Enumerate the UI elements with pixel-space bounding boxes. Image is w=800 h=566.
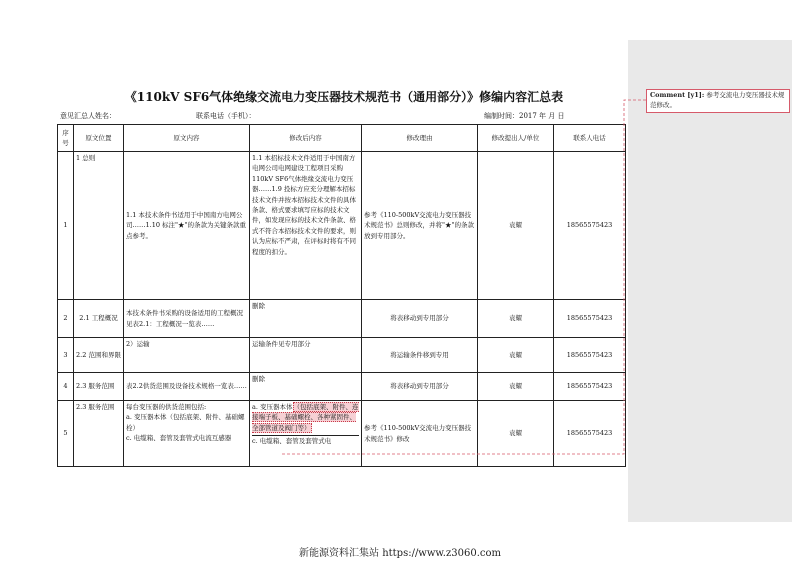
row-reason: 将表移动到专用部分 xyxy=(362,300,478,338)
modified-prefix: a. 变压器本体 xyxy=(252,403,293,411)
header-no: 序号 xyxy=(58,125,74,152)
row-phone: 18565575423 xyxy=(554,401,626,467)
row-no: 4 xyxy=(58,373,74,401)
original-line: 每台变压器的供货范围包括: xyxy=(126,403,207,411)
page-title: 《110kV SF6气体绝缘交流电力变压器技术规范书（通用部分）》修编内容汇总表 xyxy=(124,90,564,104)
row-phone: 18565575423 xyxy=(554,373,626,401)
row-proposer: 袁耀 xyxy=(478,152,554,300)
header-position: 原文位置 xyxy=(74,125,124,152)
row-position: 2.3 服务范围 xyxy=(74,373,124,401)
row-phone: 18565575423 xyxy=(554,338,626,373)
row-original: 2）运输 xyxy=(124,338,250,373)
row-position: 2.1 工程概况 xyxy=(74,300,124,338)
row-modified: 运输条件见专用部分 xyxy=(250,338,362,373)
collector-label: 意见汇总人姓名： xyxy=(60,112,116,120)
row-proposer: 袁耀 xyxy=(478,373,554,401)
comment-text: 参考交流电力变压器技术规范修改。 xyxy=(650,91,785,109)
row-reason: 将表移动到专用部分 xyxy=(362,373,478,401)
comment-balloon[interactable] xyxy=(646,89,790,113)
row-reason: 将运输条件移到专用 xyxy=(362,338,478,373)
row-modified: 删除 xyxy=(250,300,362,338)
row-proposer: 袁耀 xyxy=(478,338,554,373)
tracked-change-highlight[interactable]: （包括底架、附件、连接端子板、基础螺栓、各种紧固件、全部管道及阀门等） xyxy=(252,403,359,432)
row-original: 表2.2供货范围及设备技术规格一览表…… xyxy=(124,373,250,401)
original-line: a. 变压器本体（包括底架、附件、基础螺栓） xyxy=(126,413,245,432)
row-phone: 18565575423 xyxy=(554,300,626,338)
date-label: 编制时间：2017 年 月 日 xyxy=(484,112,565,120)
header-original: 原文内容 xyxy=(124,125,250,152)
header-reason: 修改理由 xyxy=(362,125,478,152)
row-proposer: 袁耀 xyxy=(478,401,554,467)
row-modified: 删除 xyxy=(250,373,362,401)
phone-label: 联系电话（手机）： xyxy=(196,112,256,120)
row-no: 3 xyxy=(58,338,74,373)
row-no: 5 xyxy=(58,401,74,467)
row-reason: 参考《110-500kV交流电力变压器技术规范书》总则修改，并将"★"的条款放到专用部分。 xyxy=(362,152,478,300)
header-proposer: 修改提出人/单位 xyxy=(478,125,554,152)
row-position: 1 总则 xyxy=(74,152,124,300)
row-original: 1.1 本技术条件书适用于中国南方电网公司……1.10 标注"★"的条款为关键条款重点参考。 xyxy=(124,152,250,300)
footer-text: 新能源资料汇集站 https://www.z3060.com xyxy=(299,548,501,559)
header-phone: 联系人电话 xyxy=(554,125,626,152)
row-original: 本技术条件书采购的设备适用的工程概况见表2.1：工程概况一览表…… xyxy=(124,300,250,338)
row-no: 1 xyxy=(58,152,74,300)
row-no: 2 xyxy=(58,300,74,338)
row-position: 2.2 范围和界限 xyxy=(74,338,124,373)
comment-author: Comment [y1]: xyxy=(650,91,705,99)
row-reason: 参考《110-500kV交流电力变压器技术规范书》修改 xyxy=(362,401,478,467)
row-phone: 18565575423 xyxy=(554,152,626,300)
original-line: c. 电缆箱、套管及套管式电流互感器 xyxy=(126,434,232,443)
row-proposer: 袁耀 xyxy=(478,300,554,338)
header-modified: 修改后内容 xyxy=(250,125,362,152)
row-modified: 1.1 本招标技术文件适用于中国南方电网公司电网建设工程项目采购110kV SF6气体绝缘交流电力变压器……1.9 投标方应充分理解本招标技术文件并按本招标技术文件的具体条款、格式要求填写应标的技术文件，如发现应标的技术文件条款、格式不符合本招标技术文件的要求，则认为应标不严肃，在评标时将有不同程度的扣分。 xyxy=(250,152,362,300)
row-position: 2.3 服务范围 xyxy=(74,401,124,467)
modified-suffix: c. 电缆箱、套管及套管式电 xyxy=(252,435,359,446)
